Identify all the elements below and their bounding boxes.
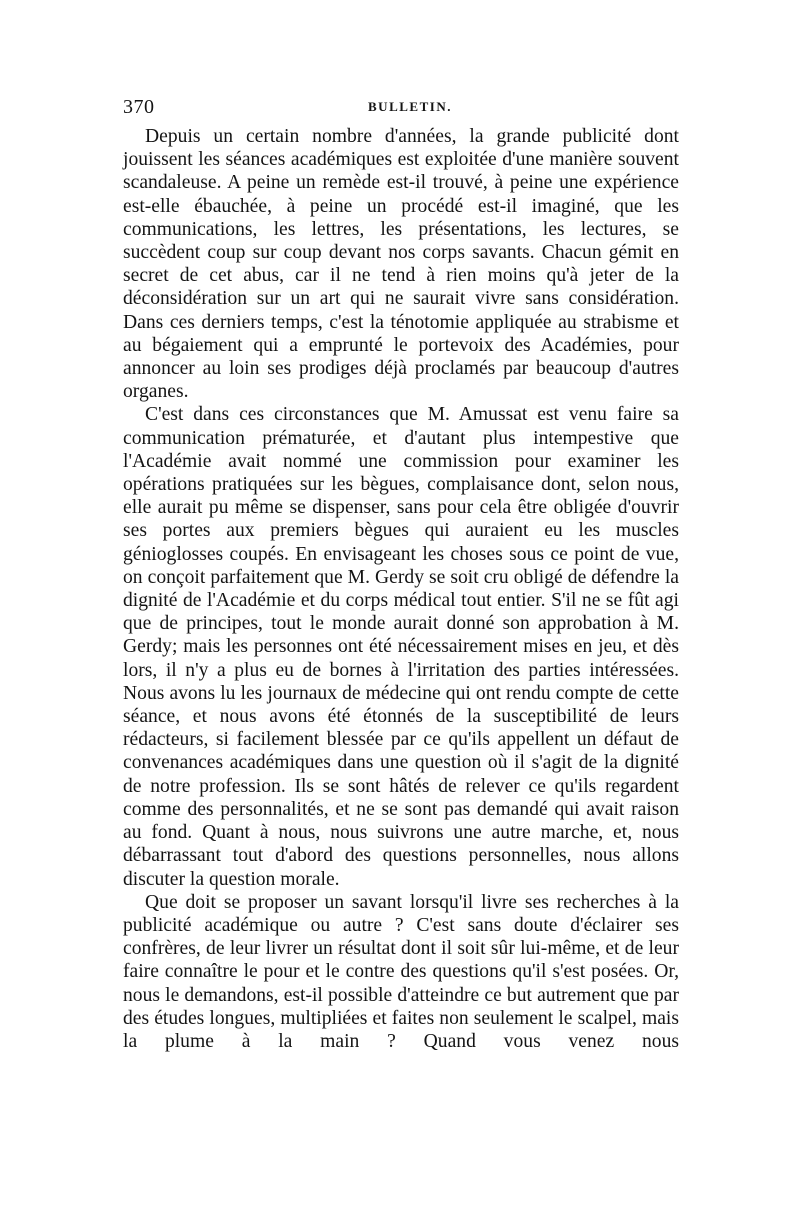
running-title: BULLETIN. bbox=[368, 99, 452, 114]
paragraph: C'est dans ces circonstances que M. Amussat est venu faire sa communication prématurée, et d'autant plus intempestive que l'Académie avait nommé une commission pour examiner les opérations pratiquées sur les bègues, complaisance dont, selon nous, elle aurait pu même se dispenser, sans pour cela être obligée d'ouvrir ses portes aux premiers bègues qui auraient eu les muscles génioglosses coupés. En envisageant les choses sous ce point de vue, on conçoit parfaitement que M. Gerdy se soit cru obligé de défendre la dignité de l'Académie et du corps médical tout entier. S'il ne se fût agi que de principes, tout le monde aurait donné son approbation à M. Gerdy; mais les personnes ont été nécessairement mises en jeu, et dès lors, il n'y a plus eu de bornes à l'irritation des parties intéressées. Nous avons lu les journaux de médecine qui ont rendu compte de cette séance, et nous avons été étonnés de la susceptibilité de leurs rédacteurs, si facilement blessée par ce qu'ils appellent un défaut de convenances académiques dans une question où il s'agit de la dignité de notre profession. Ils se sont hâtés de relever ce qu'ils regardent comme des personnalités, et ne se sont pas demandé qui avait raison au fond. Quant à nous, nous suivrons une autre marche, et, nous débarrassant tout d'abord des questions personnelles, nous allons discuter la question morale. bbox=[123, 404, 679, 890]
body-text bbox=[123, 125, 679, 1053]
page-header bbox=[123, 96, 679, 122]
paragraph: Que doit se proposer un savant lorsqu'il livre ses recherches à la publicité académique ou autre ? C'est sans doute d'éclairer ses confrères, de leur livrer un résultat dont il soit sûr lui-même, et de leur faire connaître le pour et le contre des questions qu'il s'est posées. Or, nous le demandons, est-il possible d'atteindre ce but autrement que par des études longues, multipliées et faites non seulement le scalpel, mais la plume à la main ? Quand vous venez nous bbox=[123, 891, 679, 1052]
page-number: 370 bbox=[123, 96, 155, 118]
paragraph: Depuis un certain nombre d'années, la grande publicité dont jouissent les séances académiques est exploitée d'une manière souvent scandaleuse. A peine un remède est-il trouvé, à peine une expérience est-elle ébauchée, à peine un procédé est-il imaginé, que les communications, les lettres, les présentations, les lectures, se succèdent coup sur coup devant nos corps savants. Chacun gémit en secret de cet abus, car il ne tend à rien moins qu'à jeter de la déconsidération sur un art qui ne saurait vivre sans considération. Dans ces derniers temps, c'est la ténotomie appliquée au strabisme et au bégaiement qui a emprunté le portevoix des Académies, pour annoncer au loin ses prodiges déjà proclamés par beaucoup d'autres organes. bbox=[123, 126, 679, 403]
